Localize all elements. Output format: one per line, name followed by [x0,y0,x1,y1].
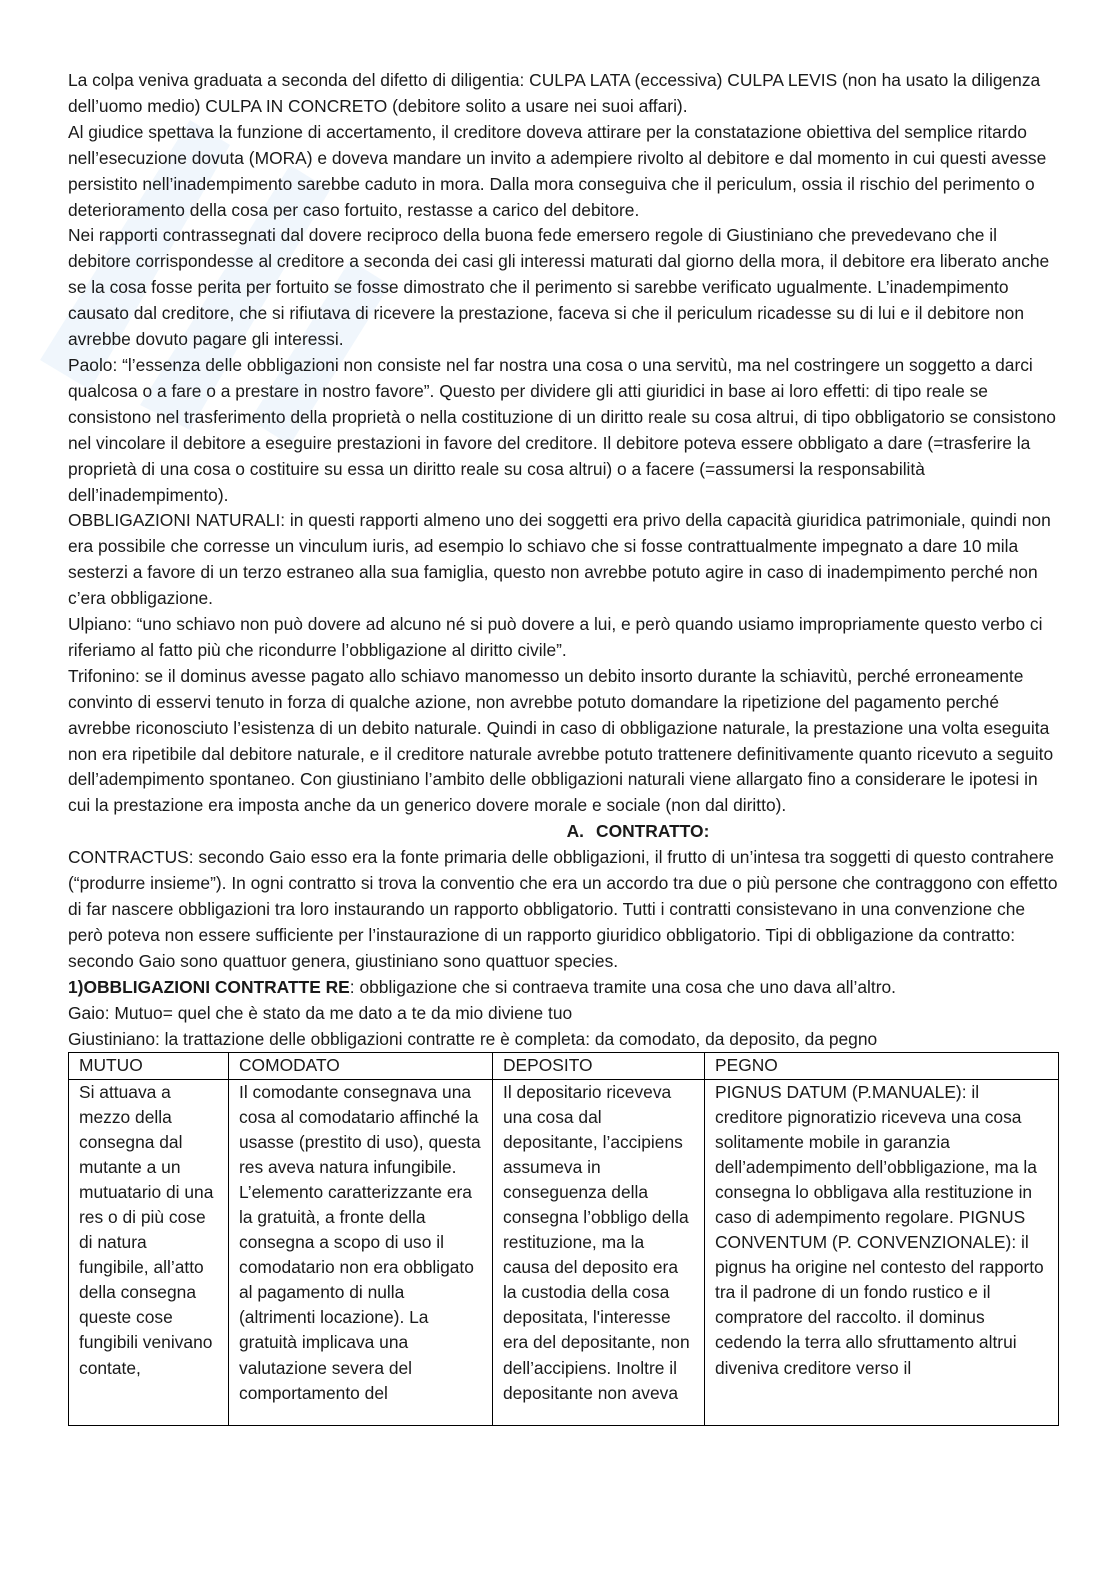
header-pegno: PEGNO [705,1053,1059,1079]
section-heading-contratto [218,819,1058,845]
cell-comodato: Il comodante consegnava una cosa al comodatario affinché la usasse (prestito di uso), questa res aveva natura infungibile. L’elemento caratterizzante era la gratuità, a fronte della consegna a scopo di uso il comodatario non era obbligato al pagamento di nulla (altrimenti locazione). La gratuità implicava una valutazione severa del comportamento del [229,1079,493,1425]
header-mutuo: MUTUO [69,1053,229,1079]
document-page [68,68,1058,1426]
paragraph-mora: Al giudice spettava la funzione di accertamento, il creditore doveva attirare per la constatazione obiettiva del semplice ritardo nell’esecuzione dovuta (MORA) e doveva mandare un invito a adempiere rivolto al debitore e dal momento in cui questi avesse persistito nell’inadempimento sarebbe caduto in mora. Dalla mora conseguiva che il periculum, ossia il rischio del perimento o deterioramento della cosa per caso fortuito, restasse a carico del debitore. [68,121,1047,220]
obbligazioni-re-label: 1)OBBLIGAZIONI CONTRATTE RE [68,976,350,997]
paragraph-contractus: CONTRACTUS: secondo Gaio esso era la fonte primaria delle obbligazioni, il frutto di un’intesa tra soggetti di questo contrahere (“produrre insieme”). In ogni contratto si trova la conventio che era un accordo tra due o più persone che contraggono con effetto di far nascere obbligazioni tra loro instaurando un rapporto obbligatorio. Tutti i contratti consistevano in una convenzione che però poteva non essere sufficiente per l’instaurazione di un rapporto giuridico obbligatorio. Tipi di obbligazione da contratto: secondo Gaio sono quattuor genera, giustiniano sono quattuor species. [68,847,1058,971]
paragraph-culpa: La colpa veniva graduata a seconda del difetto di diligentia: CULPA LATA (eccessiva) CULPA LEVIS (non ha usato la diligenza dell’uomo medio) CULPA IN CONCRETO (debitore solito a usare nei suoi affari). [68,70,1041,116]
table-row [69,1079,1059,1425]
table-header-row [69,1053,1059,1079]
contratti-re-table [68,1052,1059,1425]
heading-number: A. [566,821,585,842]
header-deposito: DEPOSITO [493,1053,705,1079]
header-comodato: COMODATO [229,1053,493,1079]
obbligazioni-re-text: : obbligazione che si contraeva tramite una cosa che uno dava all’altro. [349,976,896,997]
paragraph-trifonino: Trifonino: se il dominus avesse pagato allo schiavo manomesso un debito insorto durante la schiavitù, perché erroneamente convinto di esservi tenuto in forza di qualche azione, non avrebbe potuto domandare la ripetizione del pagamento perché avrebbe riconosciuto l’esistenza di un debito naturale. Quindi in caso di obbligazione naturale, la prestazione una volta eseguita non era ripetibile dal debitore naturale, e il creditore naturale avrebbe potuto trattenere definitivamente quanto ricevuto a seguito dell’adempimento spontaneo. Con giustiniano l’ambito delle obbligazioni naturali viene allargato fino a considerare le ipotesi in cui la prestazione era imposta anche da un generico dovere morale e sociale (non dal diritto). [68,665,1054,816]
paragraph-gaio-mutuo: Gaio: Mutuo= quel che è stato da me dato a te da mio diviene tuo [68,1002,573,1023]
cell-pegno: PIGNUS DATUM (P.MANUALE): il creditore pignoratizio riceveva una cosa solitamente mobile in garanzia dell’adempimento dell’obbligazione, ma la consegna lo obbligava alla restituzione in caso di adempimento regolare. PIGNUS CONVENTUM (P. CONVENZIONALE): il pignus ha origine nel contesto del rapporto tra il padrone di un fondo rustico e il compratore del raccolto. il dominus cedendo la terra allo sfruttamento altrui diveniva creditore verso il [705,1079,1059,1425]
paragraph-obbligazioni-naturali: OBBLIGAZIONI NATURALI: in questi rapporti almeno uno dei soggetti era privo della capacità giuridica patrimoniale, quindi non era possibile che corresse un vinculum iuris, ad esempio lo schiavo che si fosse contrattualmente impegnato a dare 10 mila sesterzi a favore di un terzo estraneo alla sua famiglia, questo non avrebbe potuto agire in caso di inadempimento perché non c’era obbligazione. [68,510,1051,609]
paragraph-giustiniano: Giustiniano: la trattazione delle obbligazioni contratte re è completa: da comodato, da deposito, da pegno [68,1028,878,1049]
paragraph-obbligazioni-re [68,975,1058,1001]
cell-mutuo: Si attuava a mezzo della consegna dal mutante a un mutuatario di una res o di più cose di natura fungibile, all’atto della consegna queste cose fungibili venivano contate, [69,1079,229,1425]
paragraph-ulpiano: Ulpiano: “uno schiavo non può dovere ad alcuno né si può dovere a lui, e però quando usiamo impropriamente questo verbo ci riferiamo al fatto più che ricondurre l’obbligazione al diritto civile”. [68,614,1043,660]
heading-title: CONTRATTO: [596,821,710,842]
paragraph-paolo: Paolo: “l’essenza delle obbligazioni non consiste nel far nostra una cosa o una servitù, ma nel costringere un soggetto a darci qualcosa o a fare o a prestare in nostro favore”. Questo per dividere gli atti giuridici in base ai loro effetti: di tipo reale se consistono nel trasferimento della proprietà o nella costituzione di un diritto reale su cosa altrui, di tipo obbligatorio se consistono nel vincolare il debitore a eseguire prestazioni in favore del creditore. Il debitore poteva essere obbligato a dare (=trasferire la proprietà di una cosa o costituire su essa un diritto reale su cosa altrui) o a facere (=assumersi la responsabilità dell’inadempimento). [68,354,1056,505]
paragraph-buona-fede: Nei rapporti contrassegnati dal dovere reciproco della buona fede emersero regole di Giustiniano che prevedevano che il debitore corrispondesse al creditore a seconda dei casi gli interessi maturati dal giorno della mora, il debitore era liberato anche se la cosa fosse perita per fortuito se fosse dimostrato che il perimento si sarebbe verificato ugualmente. L’inadempimento causato dal creditore, che si rifiutava di ricevere la prestazione, faceva si che il periculum ricadesse su di lui e il debitore non avrebbe dovuto pagare gli interessi. [68,225,1050,350]
cell-deposito: Il depositario riceveva una cosa dal depositante, l’accipiens assumeva in conseguenza della consegna l’obbligo della restituzione, ma la causa del deposito era la custodia della cosa depositata, l'interesse era del depositante, non dell’accipiens. Inoltre il depositante non aveva [493,1079,705,1425]
